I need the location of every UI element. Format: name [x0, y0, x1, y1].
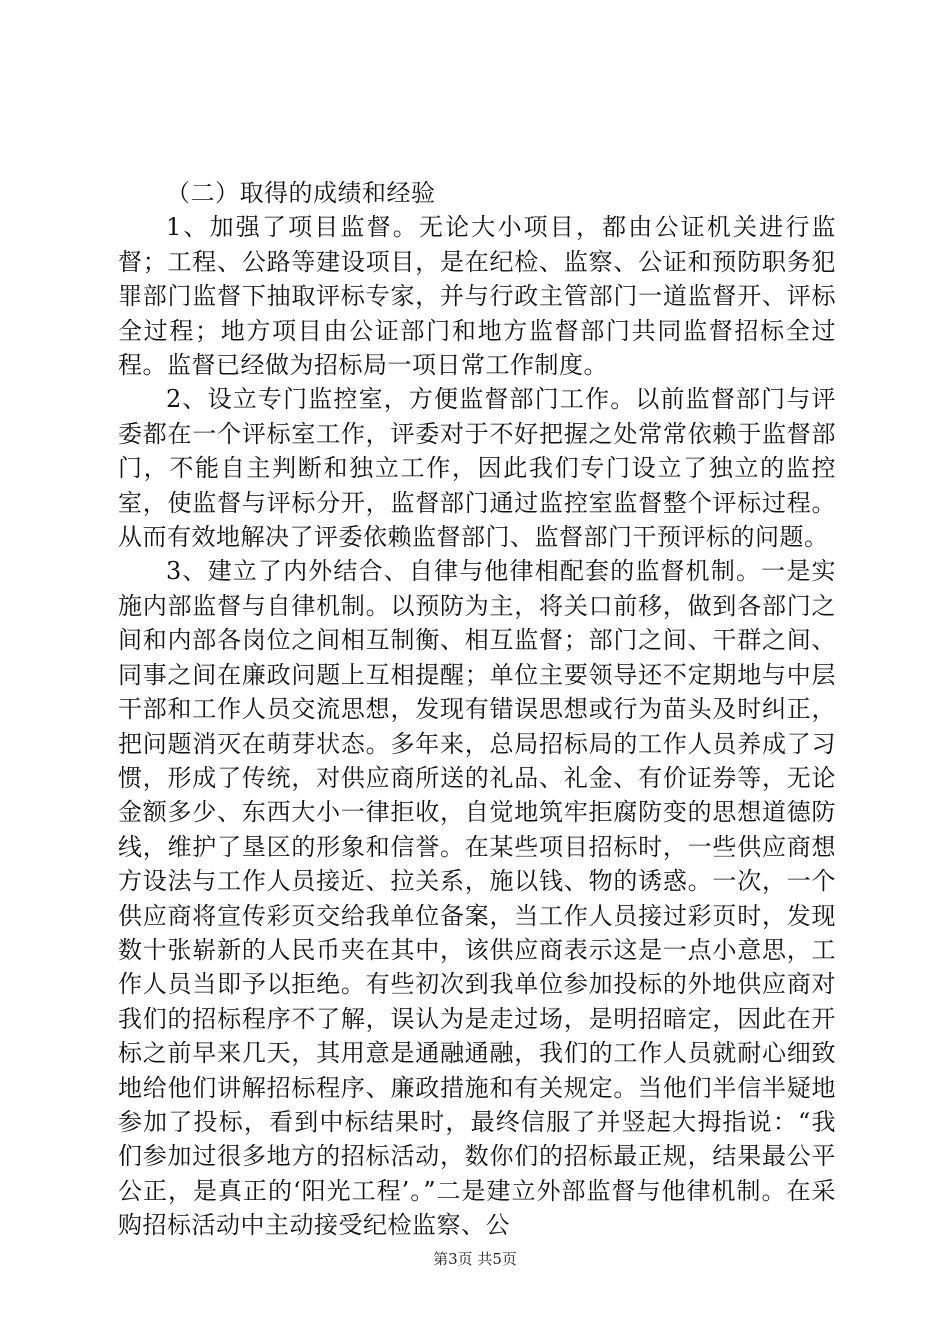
paragraph-2: 2、设立专门监控室，方便监督部门工作。以前监督部门与评委都在一个评标室工作，评委对于不好把握之处常常依赖于监督部门，不能自主判断和独立工作，因此我们专门设立了独立的监控室，使监督与评标分开，监督部门通过监控室监督整个评标过程。从而有效地解决了评委依赖监督部门、监督部门干预评标的问题。: [118, 385, 836, 552]
page-number-footer: 第3页 共5页: [433, 1250, 517, 1268]
paragraph-3: 3、建立了内外结合、自律与他律相配套的监督机制。一是实施内部监督与自律机制。以预防为主，将关口前移，做到各部门之间和内部各岗位之间相互制衡、相互监督；部门之间、干群之间、同事之间在廉政问题上互相提醒；单位主要领导还不定期地与中层干部和工作人员交流思想，发现有错误思想或行为苗头及时纠正，把问题消灭在萌芽状态。多年来，总局招标局的工作人员养成了习惯，形成了传统，对供应商所送的礼品、礼金、有价证券等，无论金额多少、东西大小一律拒收，自觉地筑牢拒腐防变的思想道德防线，维护了垦区的形象和信誉。在某些项目招标时，一些供应商想方设法与工作人员接近、拉关系，施以钱、物的诱惑。一次，一个供应商将宣传彩页交给我单位备案，当工作人员接过彩页时，发现数十张崭新的人民币夹在其中，该供应商表示这是一点小意思，工作人员当即予以拒绝。有些初次到我单位参加投标的外地供应商对我们的招标程序不了解，误认为是走过场，是明招暗定，因此在开标之前早来几天，其用意是通融通融，我们的工作人员就耐心细致地给他们讲解招标程序、廉政措施和有关规定。当他们半信半疑地参加了投标，看到中标结果时，最终信服了并竖起大拇指说：“我们参加过很多地方的招标活动，数你们的招标最正规，结果最公平公正，是真正的‘阳光工程’。”二是建立外部监督与他律机制。在采购招标活动中主动接受纪检监察、公: [118, 557, 836, 1240]
section-heading: （二）取得的成绩和经验: [166, 179, 436, 207]
paragraph-1: 1、加强了项目监督。无论大小项目，都由公证机关进行监督；工程、公路等建设项目，是在纪检、监察、公证和预防职务犯罪部门监督下抽取评标专家，并与行政主管部门一道监督开、评标全过程；地方项目由公证部门和地方监督部门共同监督招标全过程。监督已经做为招标局一项日常工作制度。: [118, 213, 836, 380]
document-body: [118, 176, 836, 1243]
